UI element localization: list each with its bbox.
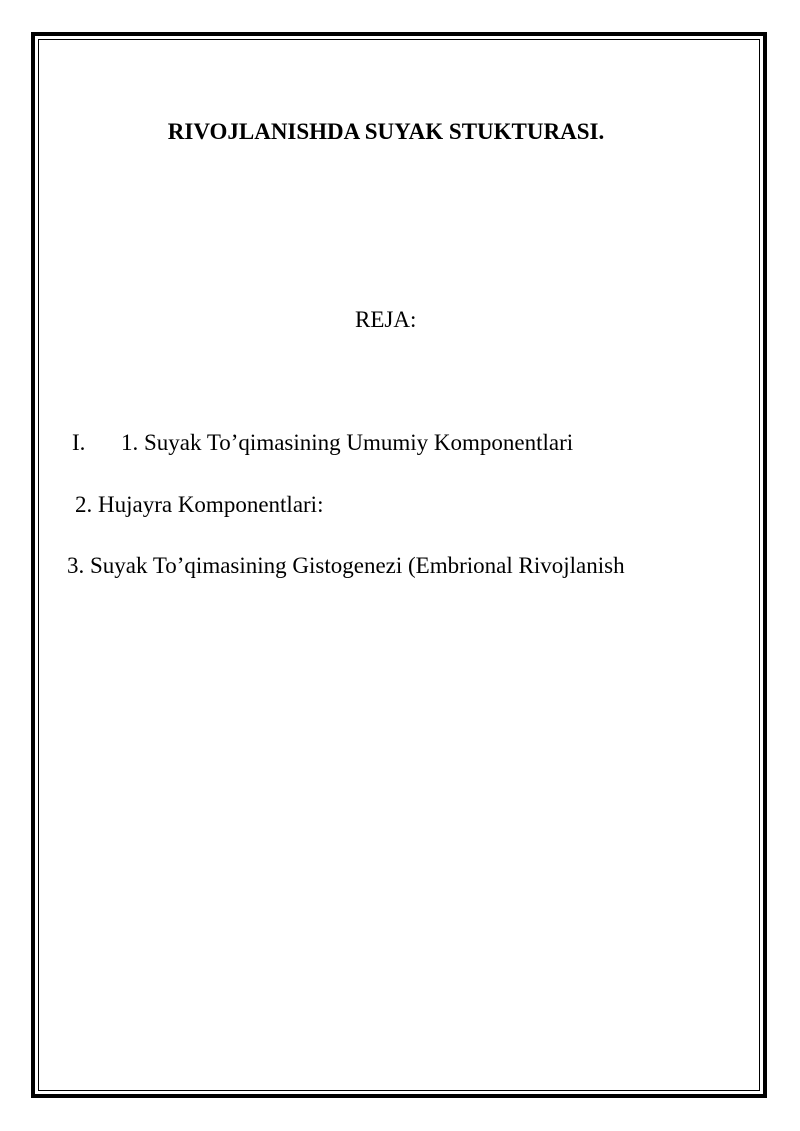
plan-item-1: 1. Suyak To’qimasining Umumiy Komponentlari (121, 430, 574, 455)
plan-heading: REJA: (355, 307, 417, 332)
document-title: RIVOJLANISHDA SUYAK STUKTURASI. (167, 119, 605, 144)
plan-item-2: 2. Hujayra Komponentlari: (75, 492, 324, 517)
plan-item-3: 3. Suyak To’qimasining Gistogenezi (Embrional Rivojlanish (67, 553, 625, 578)
plan-roman-numeral: I. (72, 430, 86, 455)
